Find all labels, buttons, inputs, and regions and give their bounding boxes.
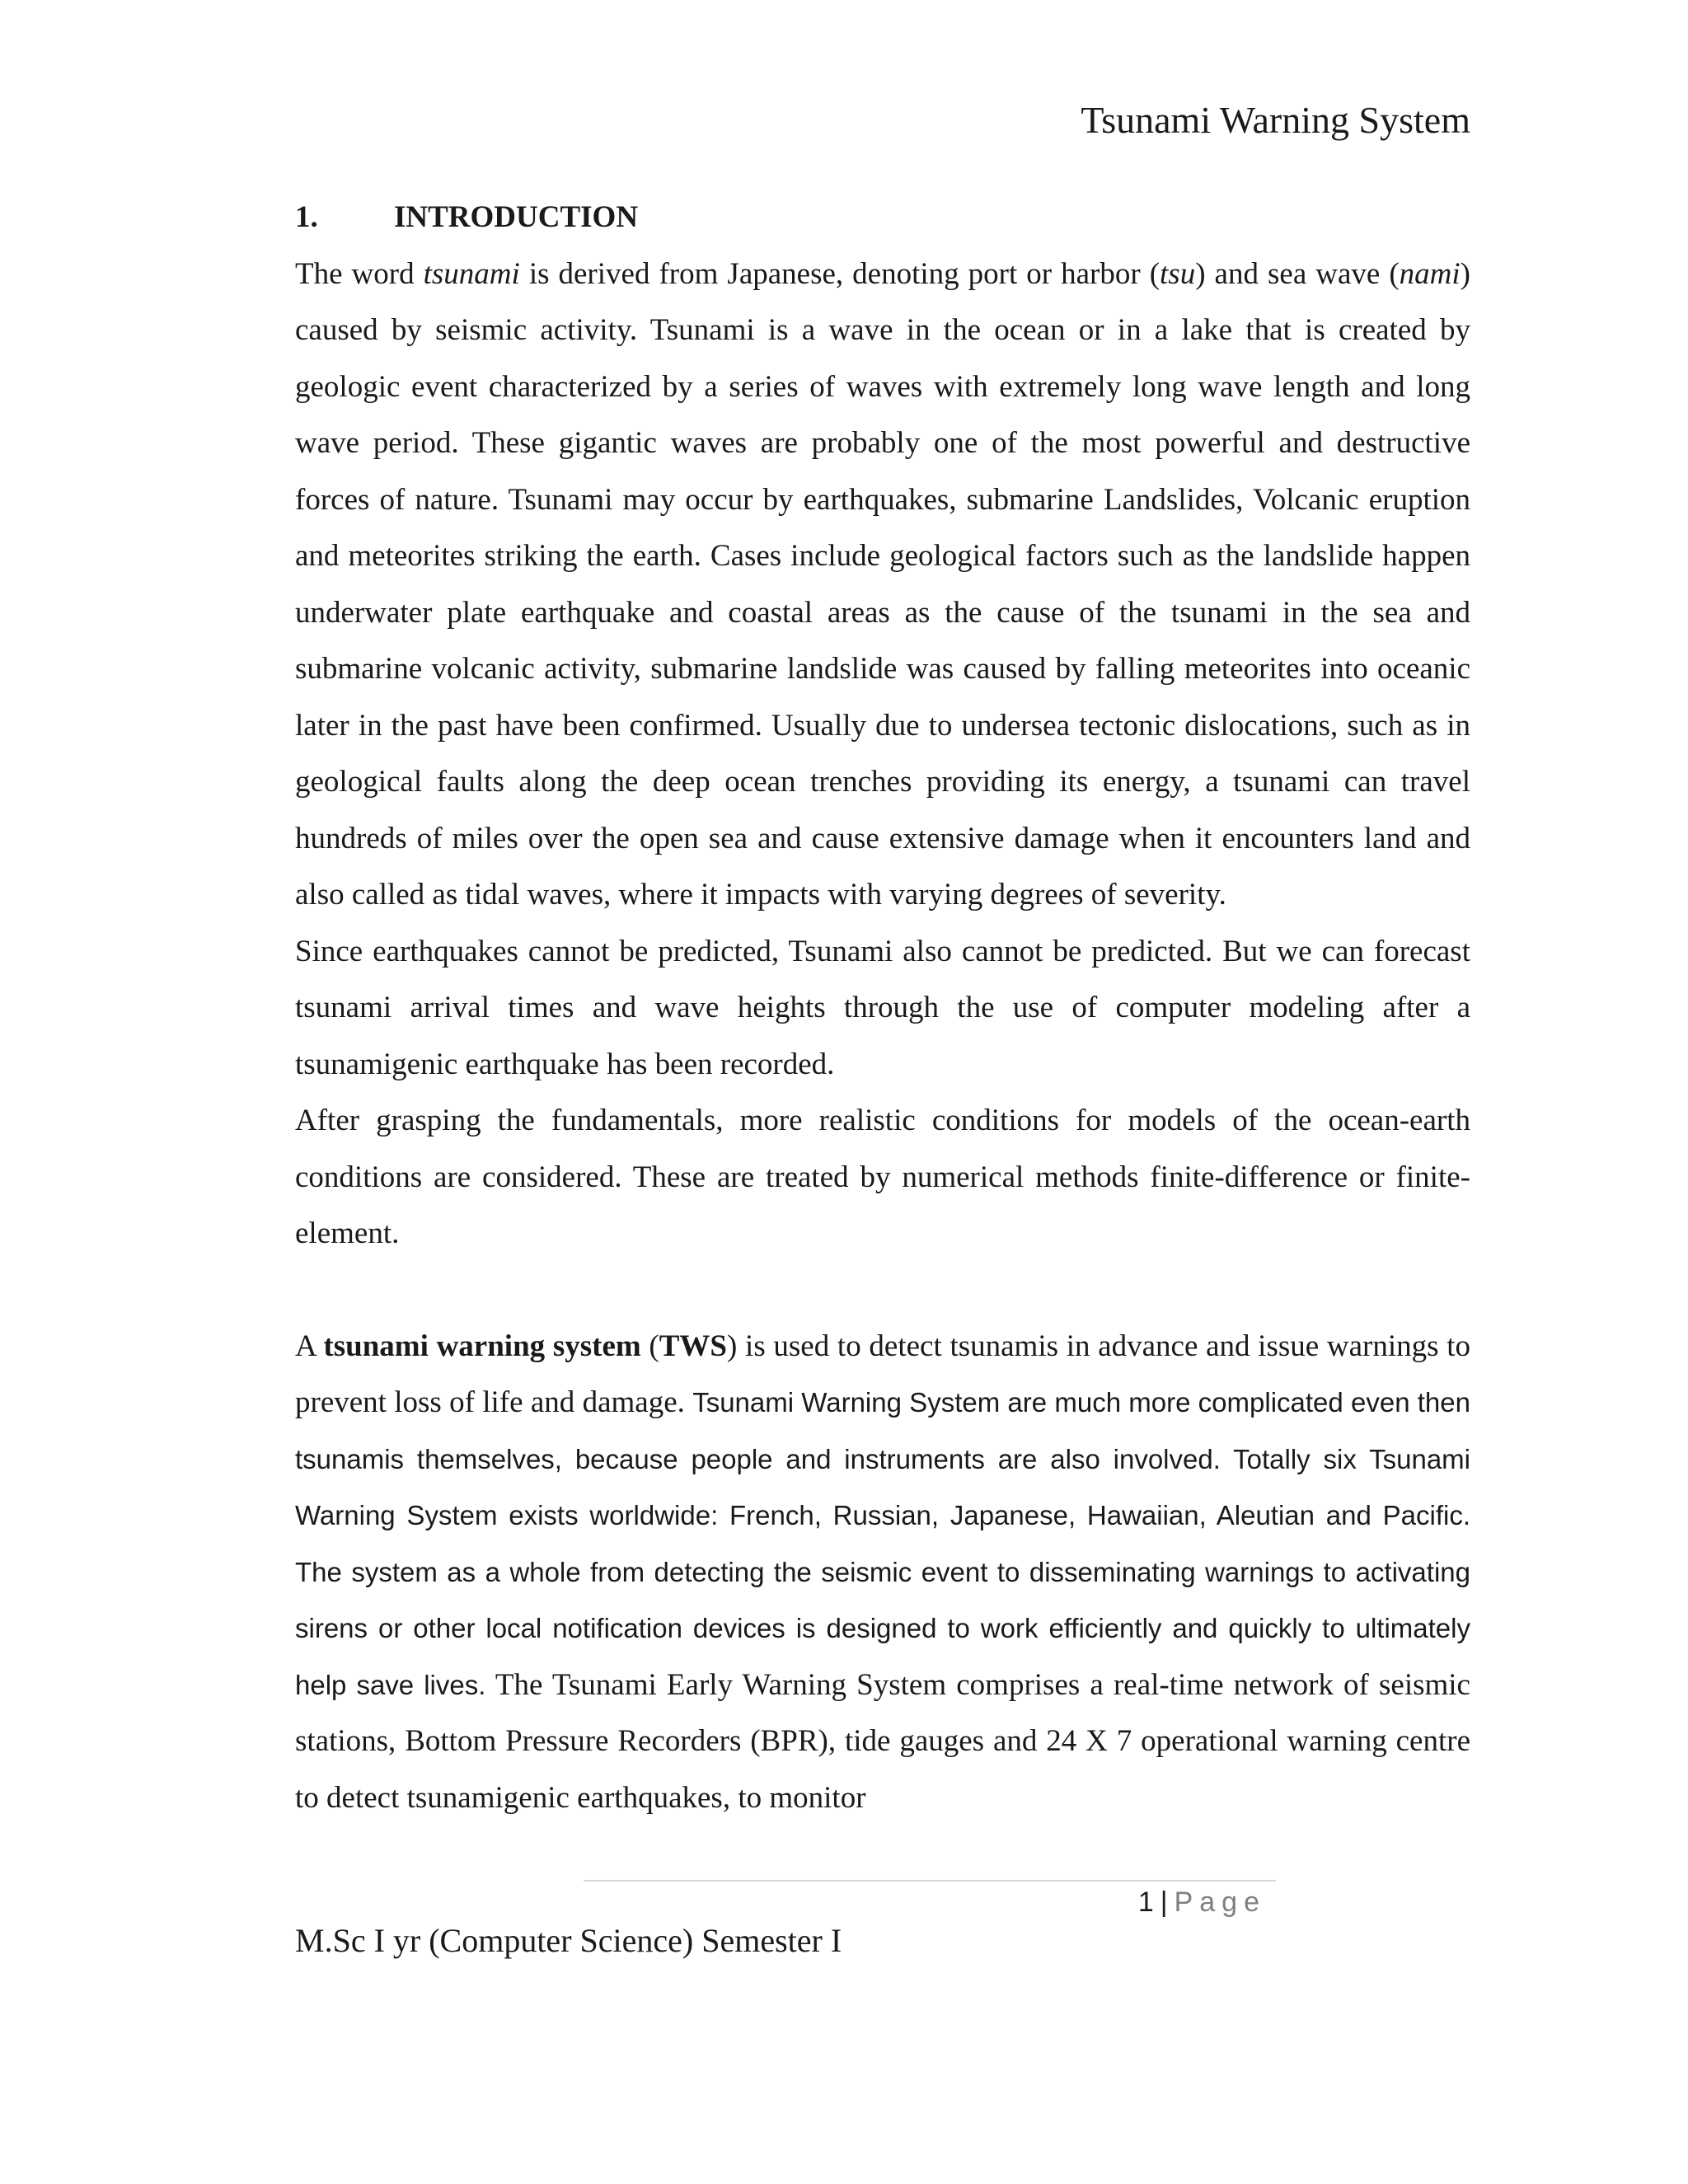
running-footer-course: M.Sc I yr (Computer Science) Semester I <box>295 1922 842 1959</box>
text-run: ) caused by seismic activity. Tsunami is a wave in the ocean or in a lake that is created by geologic event characterized by a series of waves with extremely long wave length and long wave period. These gigantic waves are probably one of the most powerful and destructive forces of nature. Tsunami may occur by earthquakes, submarine Landslides, Volcanic eruption and meteorites striking the earth. Cases include geological factors such as the landslide happen underwater plate earthquake and coastal areas as the cause of the tsunami in the sea and submarine volcanic activity, submarine landslide was caused by falling meteorites into oceanic later in the past have been confirmed. Usually due to undersea tectonic dislocations, such as in geological faults along the deep ocean trenches providing its energy, a tsunami can travel hundreds of miles over the open sea and cause extensive damage when it encounters land and also called as tidal waves, where it impacts with varying degrees of severity. <box>295 256 1470 912</box>
text-run: ) is used to detect tsunamis in advance and issue warnings to prevent loss of life and damage. <box>295 1329 1471 1419</box>
section-number: 1. <box>295 200 318 234</box>
page-number <box>1138 1884 1266 1920</box>
page-number-separator: | <box>1160 1886 1168 1918</box>
italic-term: tsunami <box>423 256 520 291</box>
paragraph-gap <box>295 1263 1470 1319</box>
bold-term: TWS <box>659 1329 728 1363</box>
text-run: is derived from Japanese, denoting port or harbor ( <box>519 256 1160 291</box>
italic-term: nami <box>1399 256 1461 291</box>
section-heading <box>295 190 1470 246</box>
text-run: ( <box>640 1329 659 1363</box>
bold-term: tsunami warning system <box>323 1329 641 1363</box>
text-run: The Tsunami Early Warning System comprises a real-time network of seismic stations, Bottom Pressure Recorders (BPR), tide gauges and 24 X 7 operational warning centre to detect tsunamigenic earthquakes, to monitor <box>295 1667 1470 1815</box>
text-run: A <box>295 1329 324 1363</box>
text-run: The word <box>295 256 424 291</box>
italic-term: tsu <box>1160 256 1196 291</box>
page-number-value: 1 <box>1137 1886 1154 1918</box>
paragraph-tws <box>295 1319 1470 1827</box>
paragraph-prediction: Since earthquakes cannot be predicted, Tsunami also cannot be predicted. But we can forecast tsunami arrival times and wave heights through the use of computer modeling after a tsunamigenic earthquake has been recorded. <box>295 934 1470 1081</box>
page-content <box>295 190 1470 1826</box>
section-title: INTRODUCTION <box>394 200 639 234</box>
text-run: ) and sea wave ( <box>1195 256 1400 291</box>
sans-text-run: Tsunami Warning System are much more complicated even then tsunamis themselves, because people and instruments are also involved. Totally six Tsunami Warning System exists worldwide: French, Russian, Japanese, Hawaiian, Aleutian and Pacific. The system as a whole from detecting the seismic event to disseminating warnings to activating sirens or other local notification devices is designed to work efficiently and quickly to ultimately help save lives. <box>295 1387 1470 1700</box>
paragraph-numerical-methods: After grasping the fundamentals, more realistic conditions for models of the ocean-earth conditions are considered. These are treated by numerical methods finite-difference or finite-element. <box>295 1104 1470 1250</box>
paragraph-intro <box>295 246 1470 924</box>
footer-divider <box>584 1880 1276 1882</box>
page-word: Page <box>1174 1886 1266 1918</box>
running-header-title: Tsunami Warning System <box>1081 99 1470 141</box>
